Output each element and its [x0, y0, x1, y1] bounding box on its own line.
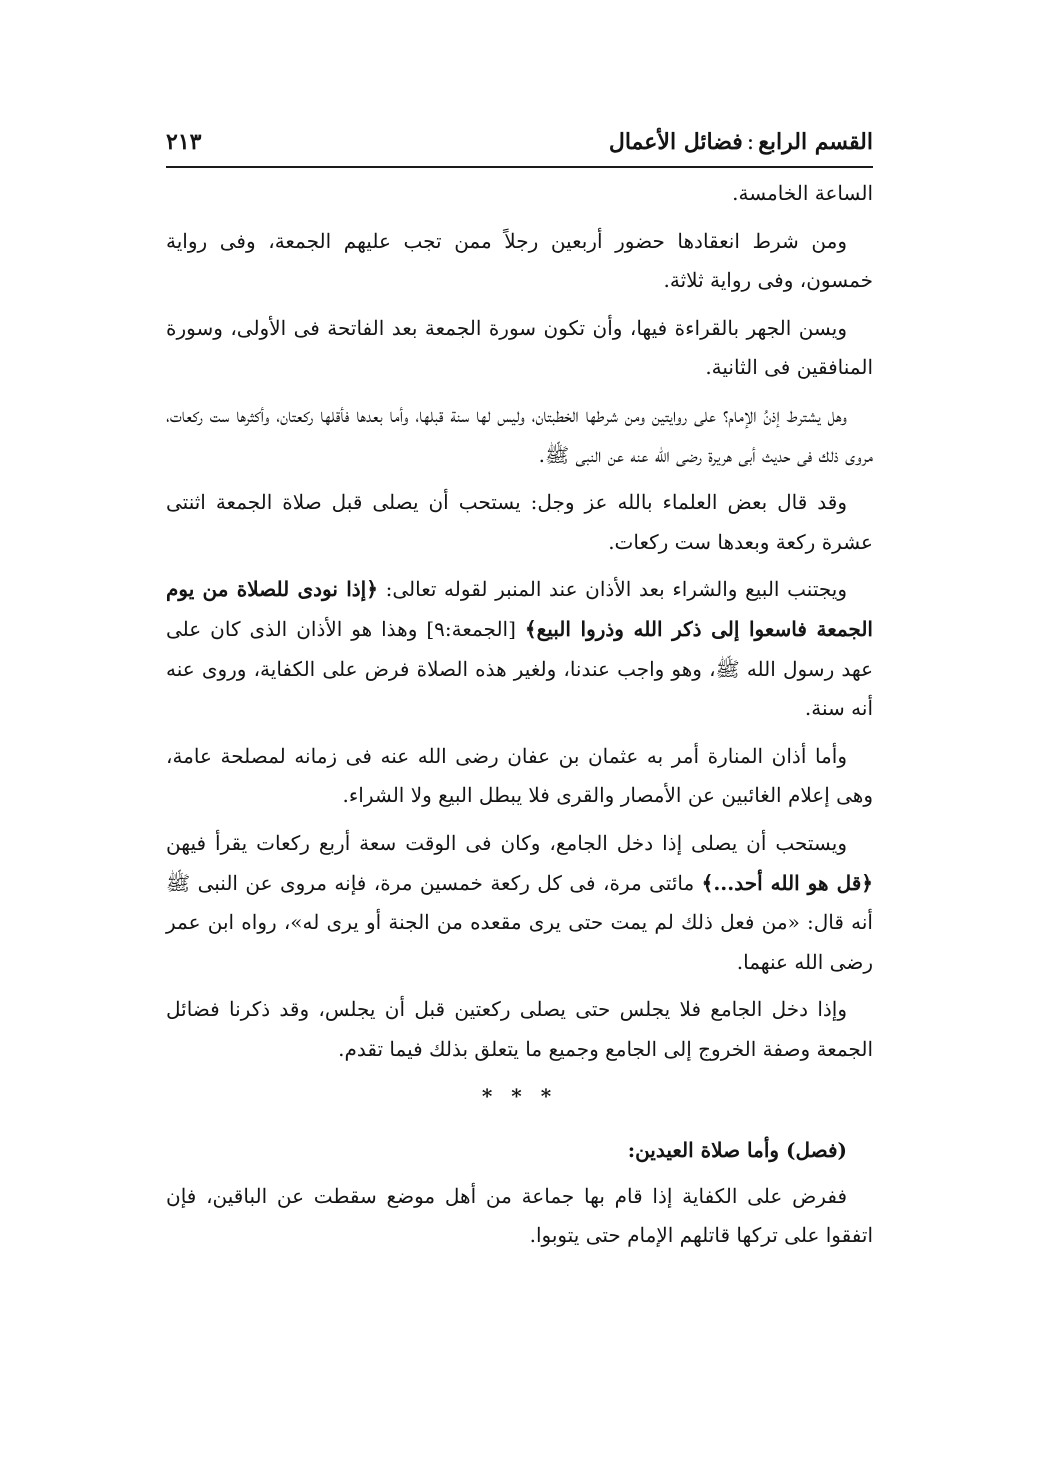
paragraph-8-after: مائتى مرة، فى كل ركعة خمسين مرة، فإنه مروى عن النبى ﷺ أنه قال: «من فعل ذلك لم يمت حتى يرى مقعده من الجنة أو يرى له»، رواه ابن عمر رضى الله عنهما. — [166, 870, 873, 974]
paragraph-1: الساعة الخامسة. — [732, 181, 873, 205]
paragraph-6 — [166, 570, 873, 728]
paragraph-7: وأما أذان المنارة أمر به عثمان بن عفان رضى الله عنه فى زمانه لمصلحة عامة، وهى إعلام الغائبين عن الأمصار والقرى فلا يبطل البيع ولا الشراء. — [166, 743, 873, 808]
paragraph-5: وقد قال بعض العلماء بالله عز وجل: يستحب أن يصلى قبل صلاة الجمعة اثنتى عشرة ركعة وبعدها ست ركعات. — [166, 490, 873, 554]
paragraph-6-after: [الجمعة:٩] وهذا هو الأذان الذى كان على عهد رسول الله ﷺ، وهو واجب عندنا، ولغير هذه الصلاة فرض على الكفاية، وروى عنه أنه سنة. — [166, 616, 873, 721]
header-section: القسم الرابع — [758, 129, 873, 155]
header-rule — [166, 166, 873, 168]
paragraph-6-before: ويجتنب البيع والشراء بعد الأذان عند المنبر لقوله تعالى: — [377, 577, 847, 602]
quran-quote: ﴿إذا نودى للصلاة من يوم الجمعة فاسعوا إلى ذكر الله وذروا البيع﴾ — [166, 577, 873, 641]
section-separator: * * * — [481, 1084, 558, 1109]
header-title: فضائل الأعمال — [608, 129, 743, 155]
quran-quote: ﴿قل هو الله أحد...﴾ — [701, 870, 873, 895]
paragraph-2: ومن شرط انعقادها حضور أربعين رجلاً ممن تجب عليهم الجمعة، وفى رواية خمسون، وفى رواية ثلاثة. — [166, 228, 873, 293]
paragraph-8 — [166, 824, 873, 982]
body-text — [166, 174, 873, 1264]
paragraph-4: وهل يشترط إذنُ الإمام؟ على روايتين ومن شرطها الخطبتان، وليس لها سنة قبلها، وأما بعدها فأقلها ركعتان، وأكثرها ست ركعات، مروى ذلك فى حديث أبى هريرة رضى الله عنه عن النبى ﷺ. — [166, 402, 873, 467]
paragraph-8-before: ويستحب أن يصلى إذا دخل الجامع، وكان فى الوقت سعة أربع ركعات يقرأ فيهن — [166, 830, 847, 855]
paragraph-3: ويسن الجهر بالقراءة فيها، وأن تكون سورة الجمعة بعد الفاتحة فى الأولى، وسورة المنافقين فى الثانية. — [166, 315, 873, 380]
page-number: ٢١٣ — [166, 129, 202, 155]
section-paragraph: ففرض على الكفاية إذا قام بها جماعة من أهل موضع سقطت عن الباقين، فإن اتفقوا على تركها قاتلهم الإمام حتى يتوبوا. — [166, 1183, 873, 1248]
section-heading: (فصل) وأما صلاة العيدين: — [627, 1138, 847, 1163]
paragraph-9: وإذا دخل الجامع فلا يجلس حتى يصلى ركعتين قبل أن يجلس، وقد ذكرنا فضائل الجمعة وصفة الخروج إلى الجامع وجميع ما يتعلق بذلك فيما تقدم. — [166, 997, 873, 1061]
page-header — [166, 120, 873, 164]
running-title: القسم الرابع:فضائل الأعمال — [608, 129, 873, 155]
